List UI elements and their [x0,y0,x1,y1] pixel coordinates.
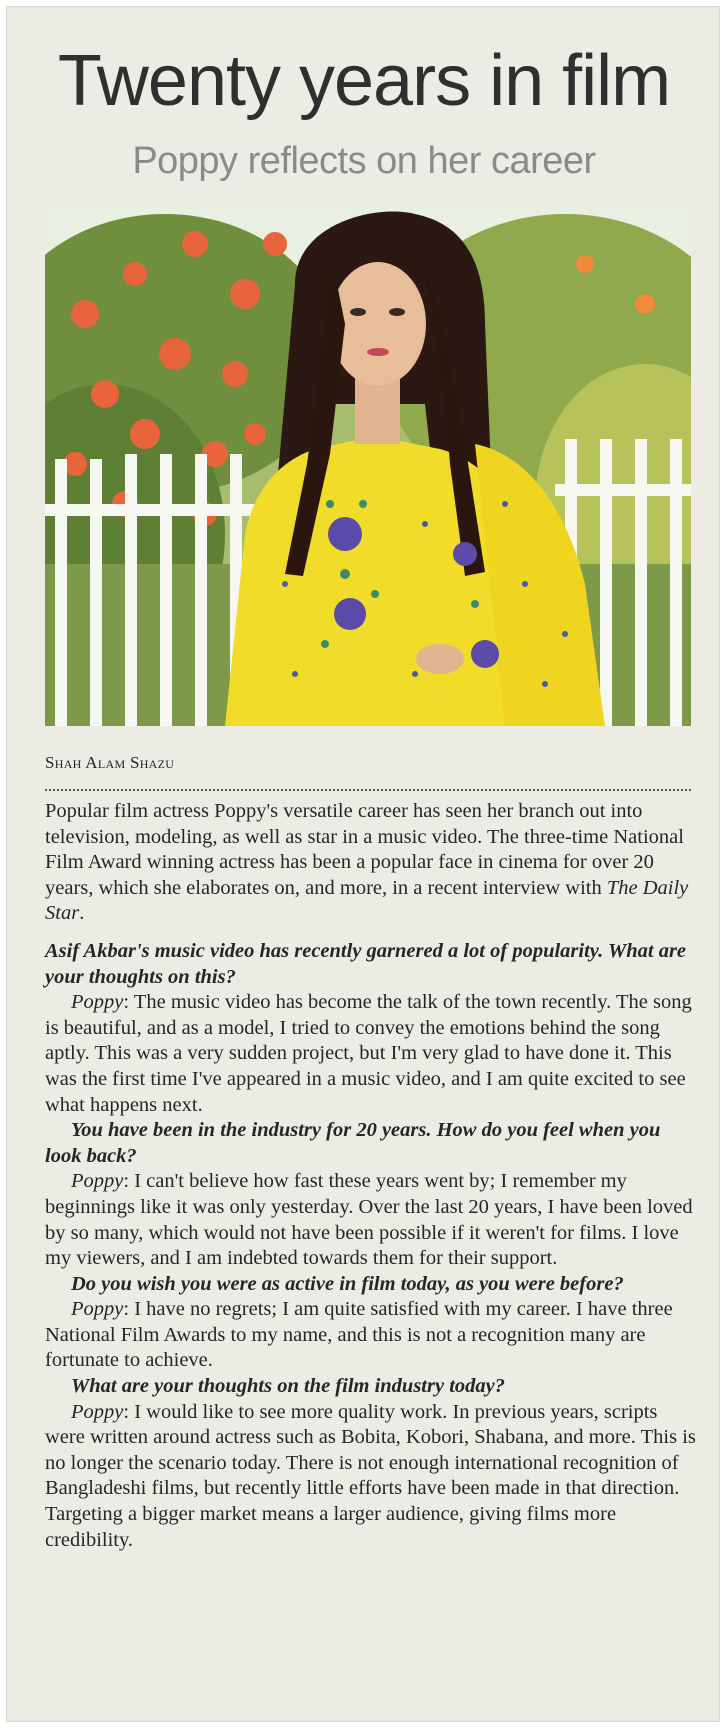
headline: Twenty years in film [57,41,671,121]
intro-paragraph [45,799,697,927]
answer-text: : I would like to see more quality work. In previous years, scripts were written around actress such as Bobita, Kobori, Shabana, and more. This is no longer the scenario today. There is not enough international recognition of Bangladeshi films, but recently little efforts have been made in that direction. Targeting a bigger market means a larger audience, giving films more credibility. [45,1400,696,1551]
answer-text: : I have no regrets; I am quite satisfied with my career. I have three National Film Awards to my name, and this is not a recognition many are fortunate to achieve. [45,1298,673,1372]
question-2: You have been in the industry for 20 years. How do you feel when you look back? [45,1119,661,1167]
article-photo [45,204,691,726]
intro-end: . [79,902,85,925]
speaker-name: Poppy [71,991,124,1014]
subheadline: Poppy reflects on her career [132,140,596,182]
article-body [45,799,697,1553]
intro-text: Popular film actress Poppy's versatile career has seen her branch out into television, modeling, as well as star in a music video. The three-time National Film Award winning actress has been a popular face in cinema for over 20 years, which she elaborates on, and more, in a recent interview with [45,800,684,899]
speaker-name: Poppy [71,1170,124,1193]
byline: Shah Alam Shazu [45,753,175,772]
answer-text: : I can't believe how fast these years went by; I remember my beginnings like it was only yesterday. Over the last 20 years, I have been loved by so many, which would not have been possible if it weren't for films. I love my viewers, and I am indebted towards them for their support. [45,1170,693,1270]
speaker-name: Poppy [71,1298,124,1321]
newspaper-clipping [6,6,720,1722]
publication-name: The Daily Star [45,876,689,925]
dotted-divider [45,789,691,791]
answer-4 [45,1400,697,1554]
question-4: What are your thoughts on the film industry today? [71,1375,506,1398]
question-1: Asif Akbar's music video has recently garnered a lot of popularity. What are your thoughts on this? [45,939,687,988]
answer-3 [45,1297,697,1374]
answer-2 [45,1169,697,1271]
speaker-name: Poppy [71,1400,124,1423]
answer-1 [45,990,697,1118]
answer-text: : The music video has become the talk of the town recently. The song is beautiful, and as a model, I tried to convey the emotions behind the song aptly. This was a very sudden project, but I'm very glad to have done it. This was the first time I've appeared in a music video, and I am quite excited to see what happens next. [45,991,692,1116]
question-3: Do you wish you were as active in film today, as you were before? [71,1272,624,1295]
